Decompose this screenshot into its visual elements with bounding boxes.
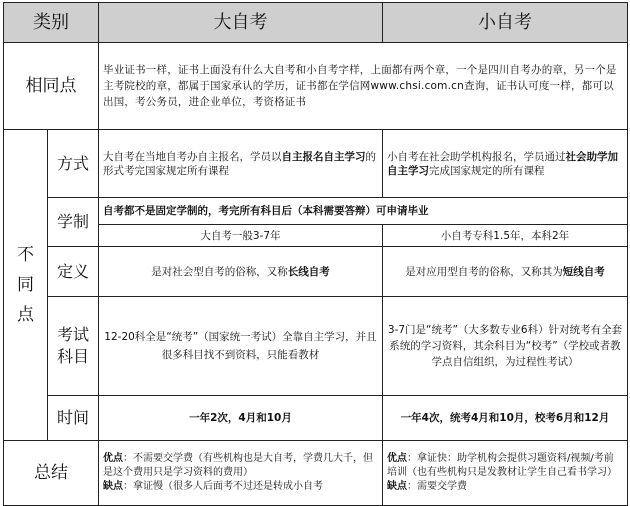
time-label: 时间 xyxy=(48,396,99,441)
time-row xyxy=(4,396,628,441)
summary-big: 优点：不需要交学费（有些机构也是大自考，学费几大千，但是这个费用只是学习资料的费用） 缺点：拿证慢（很多人后面考不过还是转成小自考 xyxy=(99,441,383,506)
subjects-label: 考试科目 xyxy=(48,297,99,396)
time-big: 一年2次，4月和10月 xyxy=(99,396,383,441)
duration-big: 大自考一般3-7年 xyxy=(99,225,383,247)
subjects-row xyxy=(4,297,628,396)
summary-row xyxy=(4,441,628,506)
method-row xyxy=(4,130,628,198)
differences-label: 不同点 xyxy=(4,130,48,441)
subjects-small: 3-7门是“统考”（大多数专业6科）针对统考有全套系统的学习资料，其余科目为“校考”（学校或者教学点自信组织，为过程性考试） xyxy=(383,297,628,396)
duration-common-row xyxy=(4,198,628,225)
definition-label: 定义 xyxy=(48,247,99,297)
method-big: 大自考在当地自考办自主报名，学员以自主报名自主学习的形式考完国家规定所有课程 xyxy=(99,130,383,198)
method-small: 小自考在社会助学机构报名，学员通过社会助学加自主学习完成国家规定的所有课程 xyxy=(383,130,628,198)
definition-row xyxy=(4,247,628,297)
header-small-exam: 小自考 xyxy=(383,3,628,43)
method-label: 方式 xyxy=(48,130,99,198)
similarities-label: 相同点 xyxy=(4,43,99,130)
similarities-row xyxy=(4,43,628,130)
summary-label: 总结 xyxy=(4,441,99,506)
header-big-exam: 大自考 xyxy=(99,3,383,43)
duration-common: 自考都不是固定学制的，考完所有科目后（本科需要答辩）可申请毕业 xyxy=(99,198,628,225)
subjects-big: 12-20科全是“统考”（国家统一考试）全靠自主学习，并且很多科目找不到资料，只能看教材 xyxy=(99,297,383,396)
summary-small: 优点：拿证快：助学机构会提供习题资料/视频/考前培训（也有些机构只是发教材让学生自己看书学习）缺点：需要交学费 xyxy=(383,441,628,506)
header-category: 类别 xyxy=(4,3,99,43)
duration-label: 学制 xyxy=(48,198,99,247)
time-small: 一年4次，统考4月和10月，校考6月和12月 xyxy=(383,396,628,441)
duration-small: 小自考专科1.5年，本科2年 xyxy=(383,225,628,247)
similarities-text: 毕业证书一样，证书上面没有什么大自考和小自考字样，上面都有两个章，一个是四川自考办的章，另一个是主考院校的章，都属于国家承认的学历，证书都在学信网www.chsi.com.cn查询，证书认可度一样，都可以出国，考公务员，进企业单位，考资格证书 xyxy=(99,43,628,130)
header-row xyxy=(4,3,628,43)
definition-big: 是对社会型自考的俗称，又称长线自考 xyxy=(99,247,383,297)
definition-small: 是对应用型自考的俗称，又称其为短线自考 xyxy=(383,247,628,297)
comparison-table xyxy=(3,2,628,506)
